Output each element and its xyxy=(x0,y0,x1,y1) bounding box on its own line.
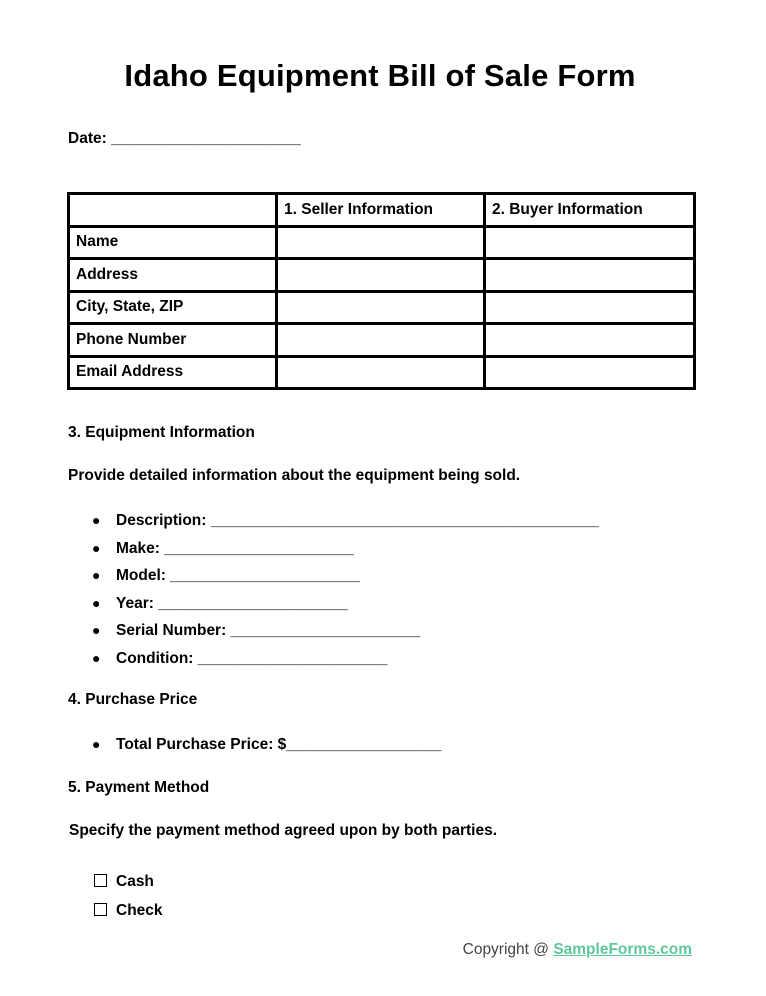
payment-option-cash[interactable] xyxy=(94,867,163,896)
bullet-icon: ● xyxy=(92,622,101,638)
list-item xyxy=(92,510,599,538)
buyer-phone-cell[interactable] xyxy=(485,324,695,357)
buyer-email-cell[interactable] xyxy=(485,356,695,389)
bullet-icon: ● xyxy=(92,594,101,611)
document-title: Idaho Equipment Bill of Sale Form xyxy=(124,58,636,93)
buyer-information-header: 2. Buyer Information xyxy=(485,194,695,227)
payment-method-heading: 5. Payment Method xyxy=(68,779,210,796)
equipment-intro: Provide detailed information about the equipment being sold. xyxy=(68,467,521,484)
payment-method-intro: Specify the payment method agreed upon by both parties. xyxy=(69,822,498,839)
seller-email-cell[interactable] xyxy=(277,356,485,389)
list-item xyxy=(92,648,599,676)
bullet-icon: ● xyxy=(92,539,101,556)
list-item xyxy=(92,565,599,593)
table-row xyxy=(69,291,695,324)
row-label-address: Address xyxy=(69,259,277,292)
year-field[interactable]: Year: ______________________ xyxy=(116,594,348,612)
copyright-text: Copyright @ xyxy=(462,941,554,958)
table-row xyxy=(69,356,695,389)
list-item xyxy=(92,734,441,762)
checkbox-icon[interactable] xyxy=(94,874,107,887)
make-field[interactable]: Make: ______________________ xyxy=(116,539,354,557)
seller-name-cell[interactable] xyxy=(277,226,485,259)
list-item xyxy=(92,620,599,648)
buyer-city-cell[interactable] xyxy=(485,291,695,324)
copyright-footer xyxy=(463,941,692,959)
table-header-row xyxy=(69,194,695,227)
table-row xyxy=(69,324,695,357)
row-label-email: Email Address xyxy=(69,356,277,389)
parties-table xyxy=(67,192,696,390)
equipment-field-list xyxy=(92,510,599,675)
bullet-icon: ● xyxy=(92,736,101,752)
checkbox-icon[interactable] xyxy=(94,903,107,916)
seller-city-cell[interactable] xyxy=(277,291,485,324)
table-header-cell xyxy=(69,194,277,227)
description-field[interactable]: Description: _____________________________________________ xyxy=(116,512,599,529)
total-purchase-price-field[interactable]: Total Purchase Price: $__________________ xyxy=(116,736,442,753)
price-field-list xyxy=(92,734,441,762)
row-label-name: Name xyxy=(69,226,277,259)
bullet-icon: ● xyxy=(92,512,101,528)
date-field: Date: ______________________ xyxy=(68,130,301,147)
serial-number-field[interactable]: Serial Number: ______________________ xyxy=(116,622,421,639)
payment-option-label: Check xyxy=(116,901,163,919)
model-field[interactable]: Model: ______________________ xyxy=(116,567,360,584)
row-label-phone: Phone Number xyxy=(69,324,277,357)
list-item xyxy=(92,538,599,566)
bullet-icon: ● xyxy=(92,567,101,583)
seller-information-header: 1. Seller Information xyxy=(277,194,485,227)
row-label-city-state-zip: City, State, ZIP xyxy=(69,291,277,324)
seller-address-cell[interactable] xyxy=(277,259,485,292)
bullet-icon: ● xyxy=(92,649,101,666)
buyer-name-cell[interactable] xyxy=(485,226,695,259)
payment-option-check[interactable] xyxy=(94,896,163,925)
table-row xyxy=(69,259,695,292)
sampleforms-link[interactable]: SampleForms.com xyxy=(553,941,692,958)
condition-field[interactable]: Condition: ______________________ xyxy=(116,649,388,667)
table-row xyxy=(69,226,695,259)
payment-option-label: Cash xyxy=(116,872,154,890)
purchase-price-heading: 4. Purchase Price xyxy=(68,691,198,708)
buyer-address-cell[interactable] xyxy=(485,259,695,292)
list-item xyxy=(92,593,599,621)
payment-options xyxy=(94,867,163,925)
seller-phone-cell[interactable] xyxy=(277,324,485,357)
equipment-heading: 3. Equipment Information xyxy=(68,424,255,441)
